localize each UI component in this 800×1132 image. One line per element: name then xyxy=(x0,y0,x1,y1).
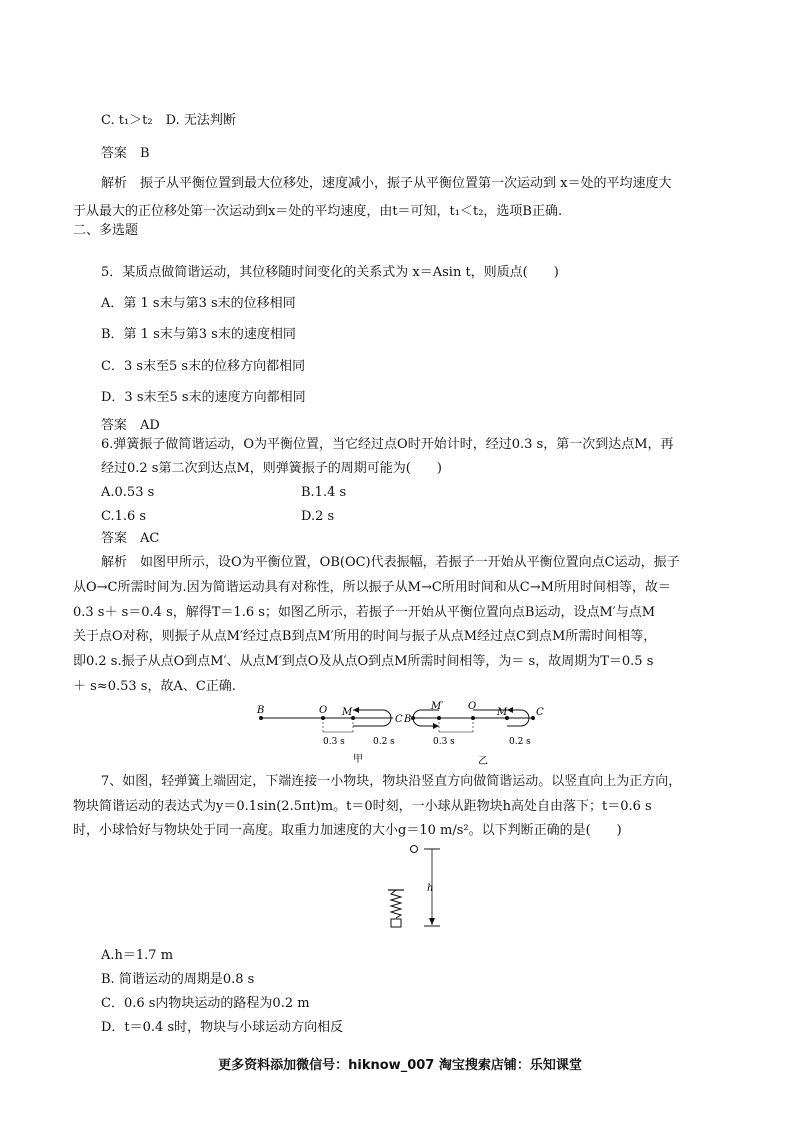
analysis-6-line4: 关于点O对称，则振子从点M′经过点B到点M′所用的时间与振子从点M经过点C到点M所需时间相等， xyxy=(73,629,657,644)
analysis-4-line2: 于从最大的正位移处第一次运动到x＝处的平均速度，由t＝可知，t₁＜t₂，选项B正确. xyxy=(73,204,563,219)
label-h: h xyxy=(427,883,434,894)
analysis-6-line5: 即0.2 s.振子从点O到点M′、从点M′到点O及从点O到点M所需时间相等，为＝ s，故周期为T＝0.5 s xyxy=(73,654,654,669)
q7-option-d: D．t＝0.4 s时，物块与小球运动方向相反 xyxy=(101,1020,344,1035)
label-o2: O xyxy=(468,701,477,712)
question-7-line1: 7、如图，轻弹簧上端固定，下端连接一小物块，物块沿竖直方向做简谐运动。以竖直向上为正方向， xyxy=(101,774,682,789)
analysis-6-line2: 从O→C所需时间为.因为简谐运动具有对称性，所以振子从M→C所用时间和从C→M所用时间相等，故＝ xyxy=(73,580,671,595)
analysis-6-line1: 解析 如图甲所示，设O为平衡位置，OB(OC)代表振幅，若振子一开始从平衡位置向点C运动，振子 xyxy=(101,555,680,570)
option-c-d: C. t₁＞t₂ D. 无法判断 xyxy=(101,113,236,128)
time-0-3-b: 0.3 s xyxy=(433,737,455,747)
time-0-2: 0.2 s xyxy=(373,737,395,747)
label-b: B xyxy=(257,705,265,716)
ball xyxy=(411,846,418,853)
q5-option-d: D．3 s末至5 s末的速度方向都相同 xyxy=(101,390,306,405)
spring-ball-figure xyxy=(378,840,448,940)
answer-5: 答案 AD xyxy=(101,418,160,433)
label-c2: C xyxy=(536,707,544,718)
analysis-6-line3: 0.3 s＋ s＝0.4 s，解得T＝1.6 s；如图乙所示，若振子一开始从平衡位置向点B运动，设点M′与点M xyxy=(73,605,656,620)
q5-option-a: A．第 1 s末与第3 s末的位移相同 xyxy=(101,296,296,311)
oscillator-figure xyxy=(255,700,555,770)
q7-option-c: C．0.6 s内物块运动的路程为0.2 m xyxy=(101,996,310,1011)
q6-option-b: B.1.4 s xyxy=(301,485,347,500)
q7-option-b: B. 简谐运动的周期是0.8 s xyxy=(101,972,255,987)
label-o: O xyxy=(319,705,328,716)
footer-note: 更多资料添加微信号：hiknow_007 淘宝搜索店铺：乐知课堂 xyxy=(218,1058,582,1073)
section-heading: 二、多选题 xyxy=(73,223,139,238)
q6-option-a: A.0.53 s xyxy=(101,485,155,500)
label-b2: B xyxy=(404,714,412,725)
label-m2: M xyxy=(497,707,508,718)
question-6-line1: 6.弹簧振子做简谐运动，O为平衡位置，当它经过点O时开始计时，经过0.3 s，第一次到达点M，再 xyxy=(101,437,674,452)
question-6-line2: 经过0.2 s第二次到达点M，则弹簧振子的周期可能为( ) xyxy=(101,461,442,476)
question-7-line2: 物块简谐运动的表达式为y＝0.1sin(2.5πt)m。t＝0时刻，一小球从距物块h高处自由落下；t＝0.6 s xyxy=(73,799,652,814)
label-m-prime: M′ xyxy=(431,701,444,712)
analysis-6-line6: ＋ s≈0.53 s，故A、C正确. xyxy=(73,679,236,694)
answer-4: 答案 B xyxy=(101,146,150,161)
time-0-3: 0.3 s xyxy=(323,737,345,747)
time-0-2-b: 0.2 s xyxy=(509,737,531,747)
figure-jia xyxy=(256,705,403,765)
spring xyxy=(391,890,401,918)
q5-option-c: C．3 s末至5 s末的位移方向都相同 xyxy=(101,359,306,374)
label-c: C xyxy=(395,714,403,725)
q6-option-c: C.1.6 s xyxy=(101,509,147,524)
label-m: M xyxy=(342,707,353,718)
answer-6: 答案 AC xyxy=(101,531,160,546)
figure-yi xyxy=(403,701,544,767)
q7-option-a: A.h＝1.7 m xyxy=(101,948,174,963)
q5-option-b: B．第 1 s末与第3 s末的速度相同 xyxy=(101,327,296,342)
q6-option-d: D.2 s xyxy=(301,509,335,524)
caption-yi: 乙 xyxy=(478,756,488,767)
question-7-line3: 时，小球恰好与物块处于同一高度。取重力加速度的大小g＝10 m/s²。以下判断正确的是( ) xyxy=(73,823,622,838)
analysis-4-line1: 解析 振子从平衡位置到最大位移处，速度减小，振子从平衡位置第一次运动到 x＝处的平均速度大 xyxy=(101,176,672,191)
question-5: 5．某质点做简谐运动，其位移随时间变化的关系式为 x＝Asin t，则质点( ) xyxy=(101,265,559,280)
caption-jia: 甲 xyxy=(353,754,363,765)
block xyxy=(391,919,401,927)
